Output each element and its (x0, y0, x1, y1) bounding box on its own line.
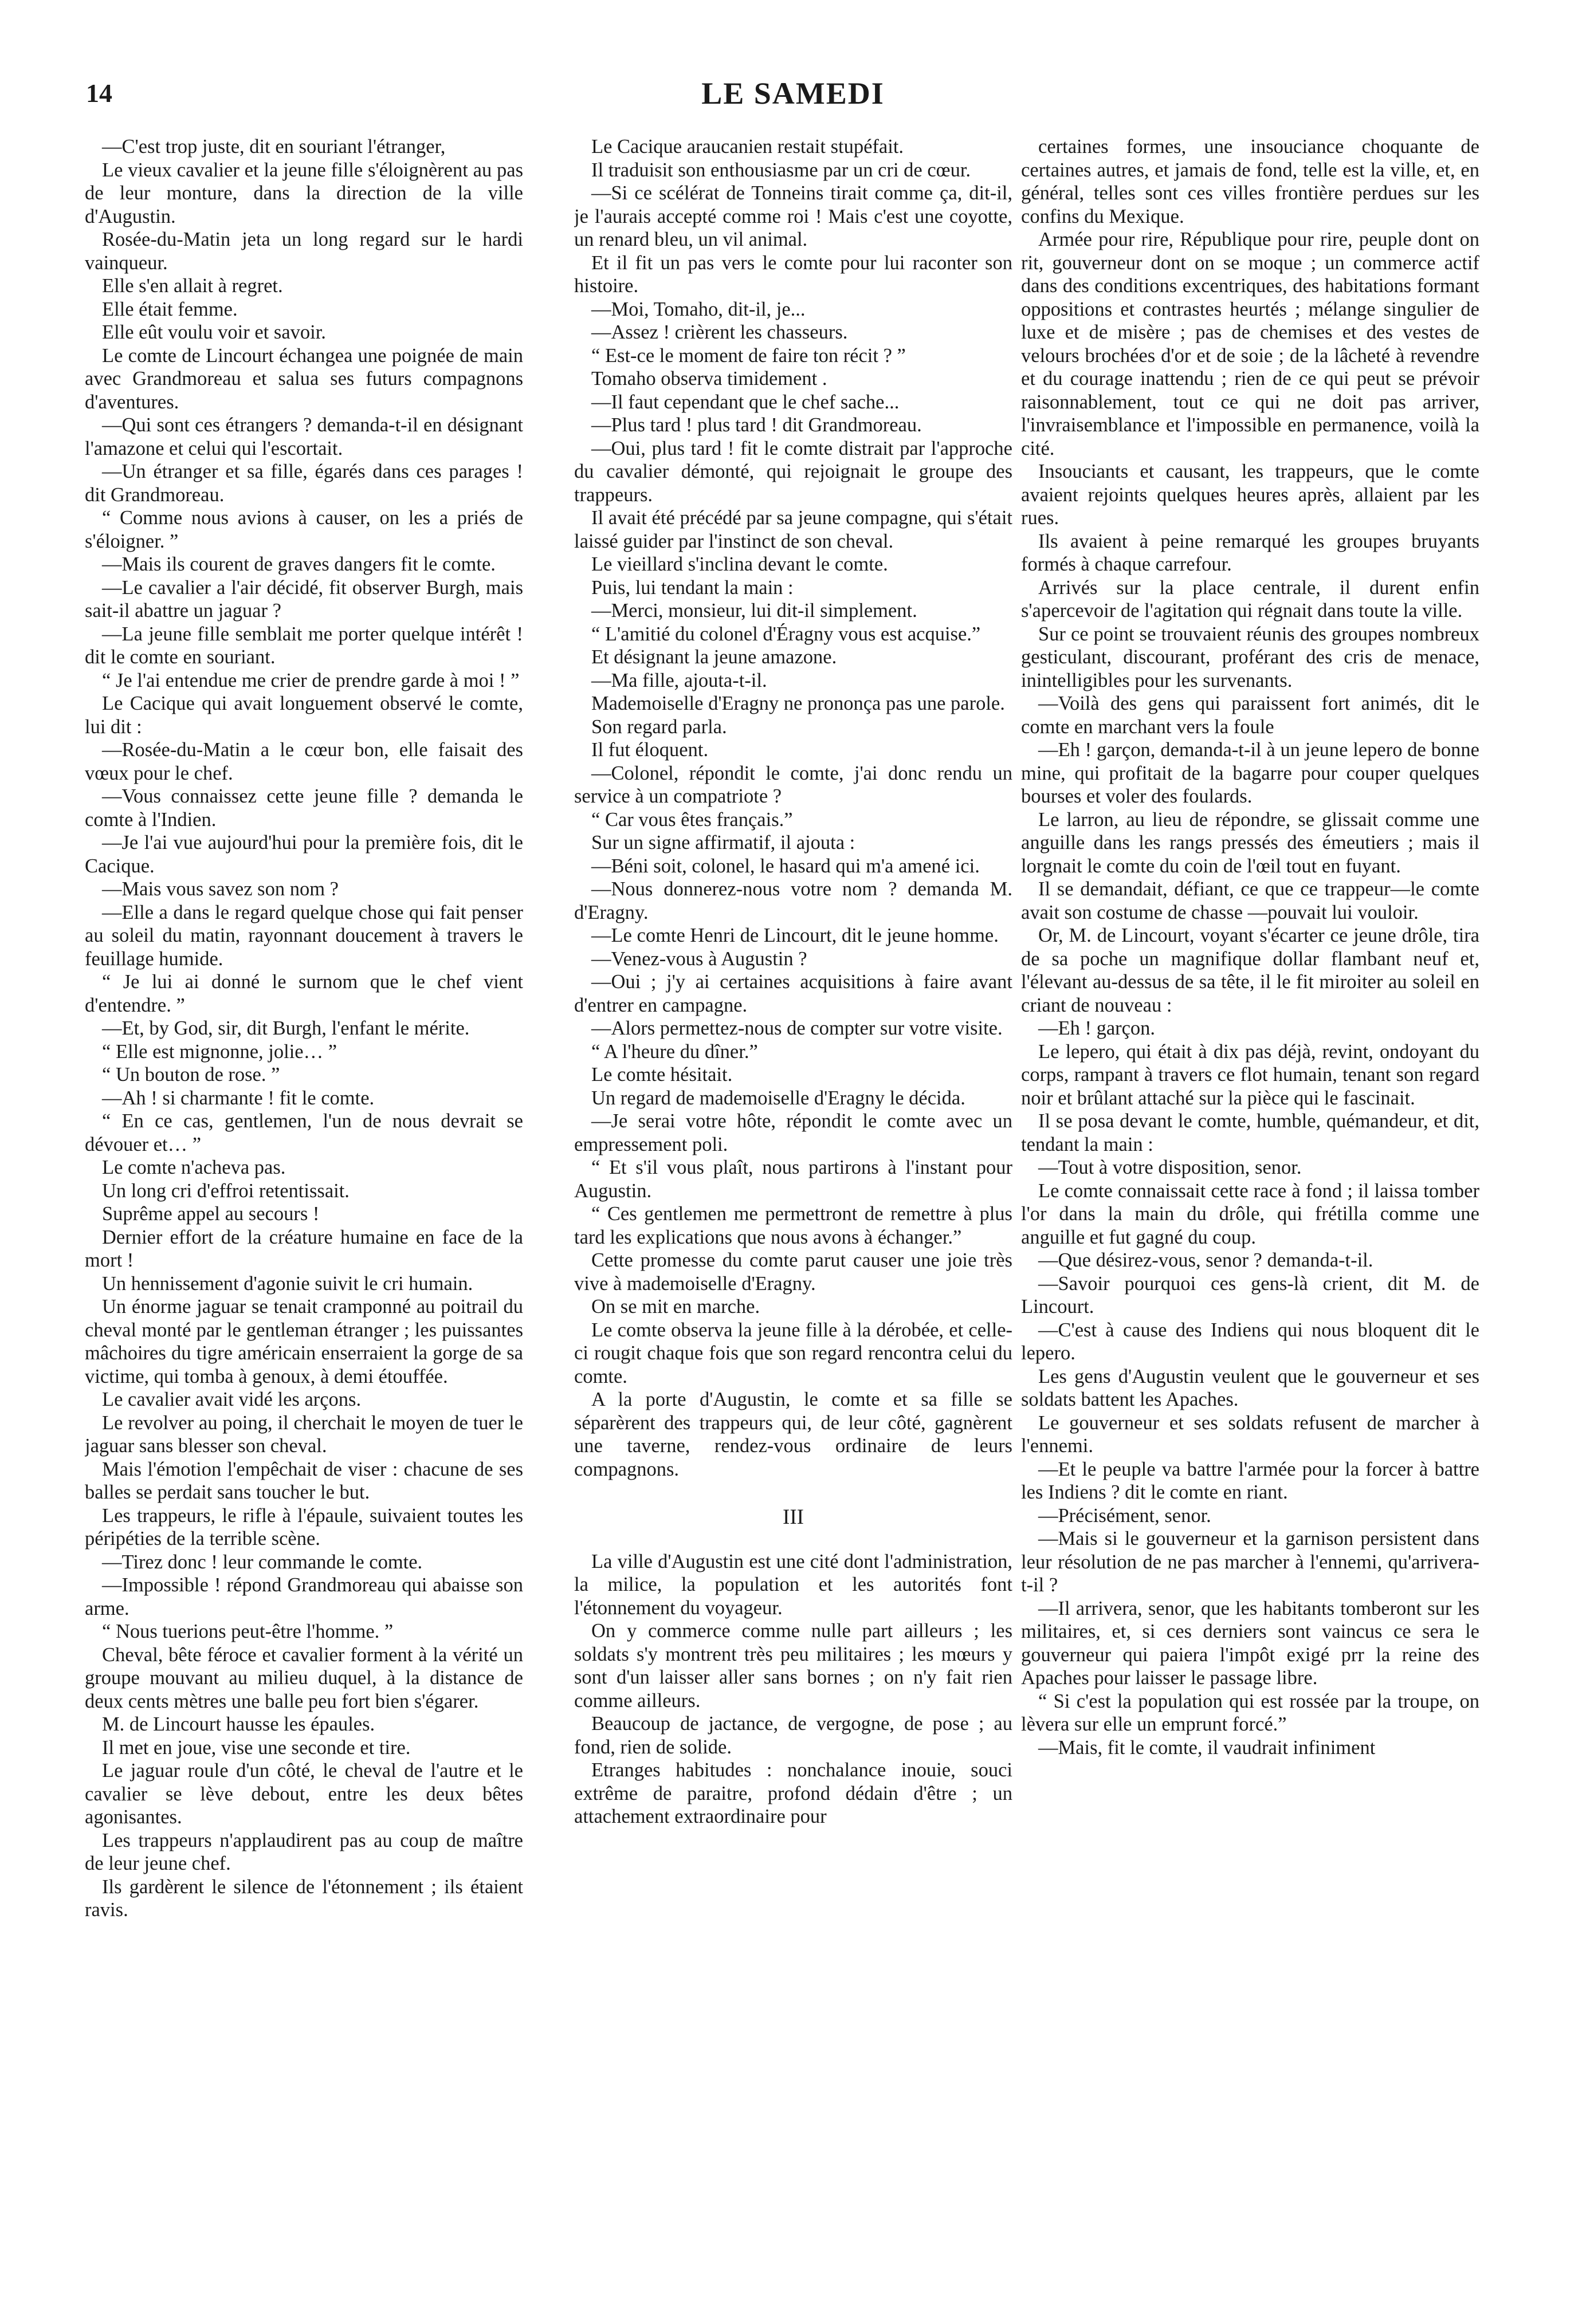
paragraph: “ Et s'il vous plaît, nous partirons à l'instant pour Augustin. (574, 1157, 1012, 1202)
paragraph: —Si ce scélérat de Tonneins tirait comme ça, dit-il, je l'aurais accepté comme roi ! Mais c'est une coyotte, un renard bleu, un vil animal. (574, 182, 1012, 250)
paragraph: —Mais si le gouverneur et la garnison persistent dans leur résolution de ne pas marcher à l'ennemi, qu'arrivera-t-il ? (1021, 1528, 1479, 1596)
paragraph: Un énorme jaguar se tenait cramponné au poitrail du cheval monté par le gentleman étranger ; les puissantes mâchoires du tigre américain enserraient la gorge de sa victime, qui tomba à genoux, à demi étouffée. (85, 1296, 523, 1387)
paragraph: Et il fit un pas vers le comte pour lui raconter son histoire. (574, 251, 1012, 297)
paragraph: Le Cacique araucanien restait stupéfait. (591, 136, 904, 158)
paragraph: “ Est-ce le moment de faire ton récit ? ” (591, 344, 906, 367)
paragraph: —Ah ! si charmante ! fit le comte. (102, 1087, 375, 1109)
paragraph: On y commerce comme nulle part ailleurs ; les soldats s'y montrent très peu militaires ; les mœurs y sont d'un laisser aller sans bornes ; on n'y fait rien comme ailleurs. (574, 1620, 1012, 1712)
paragraph: Les gens d'Augustin veulent que le gouverneur et ses soldats battent les Apaches. (1021, 1365, 1479, 1410)
paragraph: —Elle a dans le regard quelque chose qui fait penser au soleil du matin, rayonnant doucement à travers le feuillage humide. (85, 901, 523, 970)
paragraph: A la porte d'Augustin, le comte et sa fille se séparèrent des trappeurs qui, de leur côté, gagnèrent une taverne, rendez-vous ordinaire de leurs compagnons. (574, 1389, 1012, 1480)
paragraph: Les trappeurs n'applaudirent pas au coup de maître de leur jeune chef. (85, 1829, 523, 1874)
paragraph: —Et le peuple va battre l'armée pour la forcer à battre les Indiens ? dit le comte en riant. (1021, 1458, 1479, 1503)
paragraph: —Ma fille, ajouta-t-il. (591, 669, 767, 691)
paragraph: Sur un signe affirmatif, il ajouta : (591, 832, 855, 854)
paragraph: Et désignant la jeune amazone. (591, 646, 837, 668)
paragraph: Le revolver au poing, il cherchait le moyen de tuer le jaguar sans blesser son cheval. (85, 1411, 523, 1457)
paragraph: —C'est trop juste, dit en souriant l'étranger, (102, 136, 446, 158)
paragraph: “ Elle est mignonne, jolie… ” (102, 1040, 337, 1063)
paragraph: —Voilà des gens qui paraissent fort animés, dit le comte en marchant vers la foule (1021, 693, 1479, 738)
paragraph: Elle était femme. (102, 298, 238, 320)
paragraph: Ils avaient à peine remarqué les groupes bruyants formés à chaque carrefour. (1021, 530, 1479, 575)
paragraph: —Vous connaissez cette jeune fille ? demanda le comte à l'Indien. (85, 785, 523, 831)
column-3-paragraphs (1021, 135, 1479, 1759)
paragraph: —Savoir pourquoi ces gens-là crient, dit M. de Lincourt. (1021, 1272, 1479, 1318)
paragraph: Elle eût voulu voir et savoir. (102, 321, 326, 343)
paragraph: —C'est à cause des Indiens qui nous bloquent dit le lepero. (1021, 1319, 1479, 1364)
paragraph: Sur ce point se trouvaient réunis des groupes nombreux gesticulant, discourant, proférant des cris de menace, inintelligibles pour les survenants. (1021, 623, 1479, 691)
paragraph: “ Nous tuerions peut-être l'homme. ” (102, 1621, 394, 1642)
paragraph: —Béni soit, colonel, le hasard qui m'a amené ici. (591, 855, 980, 877)
paragraph: —Moi, Tomaho, dit-il, je... (591, 298, 806, 320)
paragraph: —Je serai votre hôte, répondit le comte avec un empressement poli. (574, 1110, 1012, 1155)
paragraph: —La jeune fille semblait me porter quelque intérêt ! dit le comte en souriant. (85, 623, 523, 668)
paragraph: —Oui, plus tard ! fit le comte distrait par l'approche du cavalier démonté, qui rejoignait le groupe des trappeurs. (574, 437, 1012, 506)
paragraph: —Oui ; j'y ai certaines acquisitions à faire avant d'entrer en campagne. (574, 971, 1012, 1016)
paragraph: Elle s'en allait à regret. (102, 275, 283, 297)
paragraph: —Qui sont ces étrangers ? demanda-t-il en désignant l'amazone et celui qui l'escortait. (85, 414, 523, 459)
paragraph: Le vieillard s'inclina devant le comte. (591, 553, 888, 575)
paragraph: —Le comte Henri de Lincourt, dit le jeune homme. (591, 925, 999, 946)
paragraph: Le lepero, qui était à dix pas déjà, revint, ondoyant du corps, rampant à travers ce flot humain, tenant son regard noir et brûlant attaché sur la pièce qui le fascinait. (1021, 1040, 1479, 1109)
paragraph: —Merci, monsieur, lui dit-il simplement. (591, 600, 917, 622)
paragraph: Le comte n'acheva pas. (102, 1157, 286, 1178)
paragraph: “ Je lui ai donné le surnom que le chef vient d'entendre. ” (85, 971, 523, 1016)
paragraph: Arrivés sur la place centrale, il durent enfin s'apercevoir de l'agitation qui régnait dans toute la ville. (1021, 576, 1479, 622)
paragraph: Cheval, bête féroce et cavalier forment à la vérité un groupe mouvant au milieu duquel, à la distance de deux cents mètres une balle peu fort bien s'égarer. (85, 1643, 523, 1712)
column-2-paragraphs-after (574, 1550, 1012, 1828)
paragraph: Le cavalier avait vidé les arçons. (102, 1389, 362, 1410)
column-1-paragraphs (85, 135, 523, 1922)
paragraph: —Venez-vous à Augustin ? (591, 947, 807, 970)
paragraph: Le jaguar roule d'un côté, le cheval de l'autre et le cavalier se lève debout, entre les deux bêtes agonisantes. (85, 1760, 523, 1828)
paragraph: “ Comme nous avions à causer, on les a priés de s'éloigner. ” (85, 507, 523, 552)
paragraph: Il traduisit son enthousiasme par un cri de cœur. (591, 159, 971, 181)
paragraph: Il avait été précédé par sa jeune compagne, qui s'était laissé guider par l'instinct de son cheval. (574, 507, 1012, 552)
masthead-title: LE SAMEDI (701, 76, 885, 111)
paragraph: Son regard parla. (591, 715, 727, 738)
paragraph: Le comte observa la jeune fille à la dérobée, et celle-ci rougit chaque fois que son regard rencontra celui du comte. (574, 1319, 1012, 1387)
paragraph: Le comte de Lincourt échangea une poignée de main avec Grandmoreau et salua ses futurs compagnons d'aventures. (85, 344, 523, 413)
paragraph: —Précisément, senor. (1038, 1504, 1211, 1527)
paragraph: Un hennissement d'agonie suivit le cri humain. (102, 1272, 473, 1295)
paragraph: Armée pour rire, République pour rire, peuple dont on rit, gouverneur dont on se moque ; un commerce actif dans des conditions excentriques, des habitations formant oppositions et contrastes heurtés ; mélange singulier de luxe et de misère ; pas de chemises et des vestes de velours brochées d'or et de soie ; de la lâcheté à revendre et du courage inattendu ; rien de ce qui peut se prévoir raisonnablement, tout ce qui ne doit pas arriver, l'invraisemblance et l'impossible en permanence, voilà la cité. (1021, 229, 1479, 459)
paragraph: Mais l'émotion l'empêchait de viser : chacune de ses balles se perdait sans toucher le but. (85, 1458, 523, 1503)
paragraph: Le comte hésitait. (591, 1064, 733, 1086)
section-heading: III (783, 1505, 804, 1529)
paragraph: —Le cavalier a l'air décidé, fit observer Burgh, mais sait-il abattre un jaguar ? (85, 576, 523, 622)
paragraph: Tomaho observa timidement . (591, 368, 827, 390)
paragraph: —Eh ! garçon. (1038, 1017, 1156, 1039)
paragraph: Le Cacique qui avait longuement observé le comte, lui dit : (85, 693, 523, 738)
paragraph: “ L'amitié du colonel d'Éragny vous est acquise.” (591, 623, 981, 645)
paragraph: “ En ce cas, gentlemen, l'un de nous devrait se dévouer et… ” (85, 1110, 523, 1155)
paragraph: —Alors permettez-nous de compter sur votre visite. (591, 1017, 1003, 1039)
paragraph: Ils gardèrent le silence de l'étonnement ; ils étaient ravis. (85, 1875, 523, 1921)
paragraph: La ville d'Augustin est une cité dont l'administration, la milice, la population et les autorités font l'étonnement du voyageur. (574, 1550, 1012, 1619)
paragraph: Le comte connaissait cette race à fond ; il laissa tomber l'or dans la main du drôle, qui frétilla comme une anguille et fut gagné du coup. (1021, 1179, 1479, 1248)
paragraph: Les trappeurs, le rifle à l'épaule, suivaient toutes les péripéties de la terrible scène. (85, 1504, 523, 1550)
text-column-3 (1021, 135, 1479, 2306)
paragraph: Il met en joue, vise une seconde et tire. (102, 1736, 411, 1759)
paragraph: Dernier effort de la créature humaine en face de la mort ! (85, 1226, 523, 1271)
paragraph: “ Car vous êtes français.” (591, 808, 793, 831)
paragraph: Il se demandait, défiant, ce que ce trappeur—le comte avait son costume de chasse —pouvait lui vouloir. (1021, 878, 1479, 923)
paragraph: Or, M. de Lincourt, voyant s'écarter ce jeune drôle, tira de sa poche un magnifique dollar flambant neuf et, l'élevant au-dessus de sa tête, il le fit miroiter au soleil en criant de nouveau : (1021, 925, 1479, 1016)
paragraph: —Mais, fit le comte, il vaudrait infiniment (1038, 1736, 1376, 1759)
paragraph: —Et, by God, sir, dit Burgh, l'enfant le mérite. (102, 1017, 470, 1039)
paragraph: “ A l'heure du dîner.” (591, 1040, 758, 1063)
paragraph: “ Un bouton de rose. ” (102, 1064, 280, 1086)
paragraph: —Mais vous savez son nom ? (102, 878, 339, 900)
paragraph: —Assez ! crièrent les chasseurs. (591, 321, 848, 343)
paragraph: “ Ces gentlemen me permettront de remettre à plus tard les explications que nous avons à échanger.” (574, 1203, 1012, 1248)
paragraph: —Nous donnerez-nous votre nom ? demanda M. d'Eragny. (574, 878, 1012, 923)
paragraph: Un regard de mademoiselle d'Eragny le décida. (591, 1087, 965, 1109)
paragraph: —Il arrivera, senor, que les habitants tomberont sur les militaires, et, si ces derniers sont vaincus ce sera le gouverneur qui paiera l'impôt exigé prr la reine des Apaches pour laisser le passage libre. (1021, 1597, 1479, 1689)
text-column-2 (574, 135, 1012, 2306)
paragraph: Rosée-du-Matin jeta un long regard sur le hardi vainqueur. (85, 229, 523, 274)
paragraph: —Mais ils courent de graves dangers fit le comte. (102, 553, 496, 575)
paragraph: —Un étranger et sa fille, égarés dans ces parages ! dit Grandmoreau. (85, 461, 523, 506)
paragraph: Insouciants et causant, les trappeurs, que le comte avaient rejoints quelques heures après, allaient par les rues. (1021, 461, 1479, 529)
paragraph: —Plus tard ! plus tard ! dit Grandmoreau. (591, 414, 922, 436)
paragraph: —Tout à votre disposition, senor. (1038, 1157, 1302, 1178)
paragraph: Cette promesse du comte parut causer une joie très vive à mademoiselle d'Eragny. (574, 1249, 1012, 1295)
paragraph: —Impossible ! répond Grandmoreau qui abaisse son arme. (85, 1574, 523, 1619)
paragraph: Il fut éloquent. (591, 739, 709, 761)
paragraph: —Il faut cependant que le chef sache... (591, 391, 900, 413)
paragraph: Il se posa devant le comte, humble, quémandeur, et dit, tendant la main : (1021, 1110, 1479, 1155)
text-column-1 (85, 135, 523, 2306)
paragraph: —Eh ! garçon, demanda-t-il à un jeune lepero de bonne mine, qui profitait de la bagarre pour couper quelques bourses et voler des foulards. (1021, 739, 1479, 807)
paragraph: —Rosée-du-Matin a le cœur bon, elle faisait des vœux pour le chef. (85, 739, 523, 784)
column-2-paragraphs (574, 135, 1012, 1481)
paragraph: M. de Lincourt hausse les épaules. (102, 1713, 375, 1735)
paragraph: Beaucoup de jactance, de vergogne, de pose ; au fond, rien de solide. (574, 1713, 1012, 1758)
paragraph: Etranges habitudes : nonchalance inouie, souci extrême de paraitre, profond dédain d'être ; un attachement extraordinaire pour (574, 1759, 1012, 1827)
paragraph: certaines formes, une insouciance choquante de certaines autres, et jamais de fond, telle est la ville, et, en général, telles sont ces villes frontière perdues sur les confins du Mexique. (1021, 136, 1479, 227)
paragraph: “ Si c'est la population qui est rossée par la troupe, on lèvera sur elle un emprunt forcé.” (1021, 1690, 1479, 1735)
paragraph: On se mit en marche. (591, 1296, 760, 1318)
paragraph: Le larron, au lieu de répondre, se glissait comme une anguille dans les rangs pressés des émeutiers ; mais il lorgnait le comte du coin de l'œil tout en fuyant. (1021, 808, 1479, 877)
paragraph: Le vieux cavalier et la jeune fille s'éloignèrent au pas de leur monture, dans la direction de la ville d'Augustin. (85, 159, 523, 227)
paragraph: —Je l'ai vue aujourd'hui pour la première fois, dit le Cacique. (85, 832, 523, 877)
paragraph: —Que désirez-vous, senor ? demanda-t-il. (1038, 1249, 1373, 1271)
page-number: 14 (86, 78, 112, 108)
paragraph: Un long cri d'effroi retentissait. (102, 1179, 350, 1202)
paragraph: “ Je l'ai entendue me crier de prendre garde à moi ! ” (102, 669, 520, 691)
paragraph: —Tirez donc ! leur commande le comte. (102, 1551, 423, 1573)
paragraph: Puis, lui tendant la main : (591, 576, 794, 599)
paragraph: Mademoiselle d'Eragny ne prononça pas une parole. (591, 693, 1005, 714)
paragraph: Suprême appel au secours ! (102, 1203, 320, 1225)
paragraph: —Colonel, répondit le comte, j'ai donc rendu un service à un compatriote ? (574, 762, 1012, 807)
paragraph: Le gouverneur et ses soldats refusent de marcher à l'ennemi. (1021, 1411, 1479, 1457)
